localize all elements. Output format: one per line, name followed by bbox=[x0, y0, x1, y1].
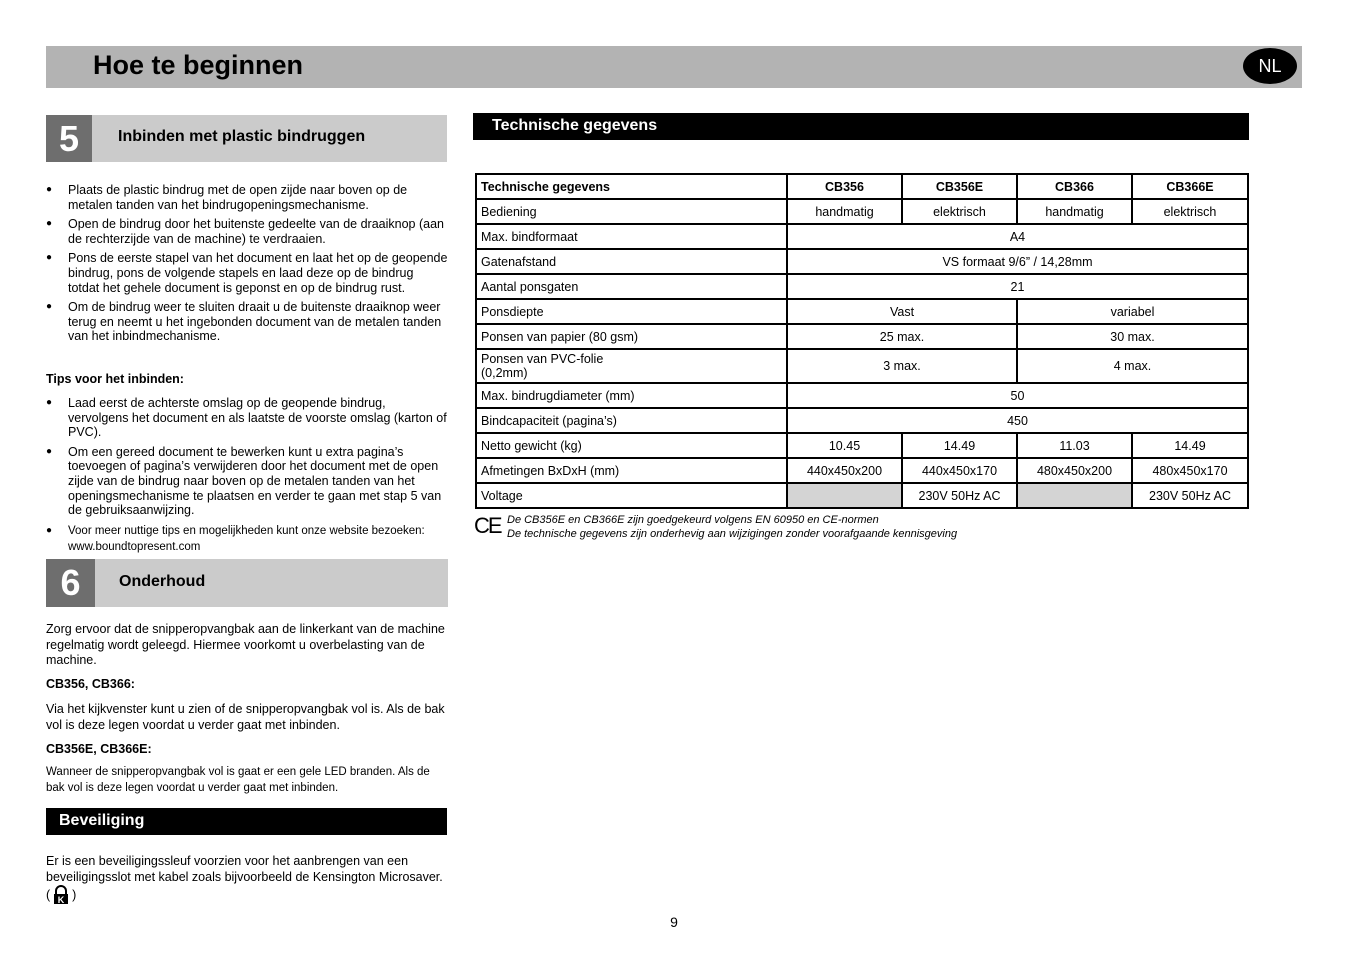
table-cell: Bediening bbox=[476, 199, 787, 224]
table-cell: 11.03 bbox=[1017, 433, 1132, 458]
table-cell: 230V 50Hz AC bbox=[902, 483, 1017, 508]
table-row bbox=[476, 324, 1248, 349]
tips-heading: Tips voor het inbinden: bbox=[46, 372, 184, 386]
table-cell: Technische gegevens bbox=[476, 174, 787, 199]
list-item: ● Open de bindrug door het buitenste gedeelte van de draaiknop (aan de rechterzijde van de machine) te verdraaien. bbox=[46, 217, 448, 246]
table-cell: Max. bindrugdiameter (mm) bbox=[476, 383, 787, 408]
table-cell: 21 bbox=[787, 274, 1248, 299]
table-cell: 25 max. bbox=[787, 324, 1017, 349]
table-row bbox=[476, 458, 1248, 483]
table-cell: 440x450x200 bbox=[787, 458, 902, 483]
table-cell: CB356E bbox=[902, 174, 1017, 199]
security-paragraph bbox=[46, 854, 448, 910]
table-cell: CB366 bbox=[1017, 174, 1132, 199]
table-cell: 14.49 bbox=[902, 433, 1017, 458]
table-row bbox=[476, 299, 1248, 324]
spec-disclaimer: De technische gegevens zijn onderhevig aan wijzigingen zonder voorafgaande kennisgeving bbox=[507, 528, 958, 540]
model-heading-cb356-cb366: CB356, CB366: bbox=[46, 677, 135, 691]
table-cell: Afmetingen BxDxH (mm) bbox=[476, 458, 787, 483]
table-cell: Ponsdiepte bbox=[476, 299, 787, 324]
table-cell: Ponsen van PVC-folie (0,2mm) bbox=[476, 349, 787, 383]
tech-title: Technische gegevens bbox=[492, 117, 658, 134]
language-badge: NL bbox=[1243, 48, 1297, 84]
table-cell: 3 max. bbox=[787, 349, 1017, 383]
table-cell: 450 bbox=[787, 408, 1248, 433]
table-cell: A4 bbox=[787, 224, 1248, 249]
maintenance-paragraph: Zorg ervoor dat de snipperopvangbak aan de linkerkant van de machine regelmatig wordt geleegd. Hiermee voorkomt u overbelasting van de machine. bbox=[46, 622, 445, 667]
table-cell: elektrisch bbox=[902, 199, 1017, 224]
table-cell: Vast bbox=[787, 299, 1017, 324]
table-cell: 50 bbox=[787, 383, 1248, 408]
table-row bbox=[476, 433, 1248, 458]
table-cell: elektrisch bbox=[1132, 199, 1248, 224]
list-item: ● Laad eerst de achterste omslag op de geopende bindrug, vervolgens het document en als laatste de voorste omslag (karton of PVC). bbox=[46, 396, 448, 440]
table-cell: CB356 bbox=[787, 174, 902, 199]
maintenance-paragraph: Via het kijkvenster kunt u zien of de snipperopvangbak vol is. Als de bak vol is deze legen voordat u verder gaat met inbinden. bbox=[46, 702, 445, 732]
table-cell: 30 max. bbox=[1017, 324, 1248, 349]
table-row bbox=[476, 408, 1248, 433]
tech-header bbox=[473, 113, 1249, 140]
list-item: ● Om een gereed document te bewerken kunt u extra pagina’s toevoegen of pagina’s verwijderen door het document met de open zijde van de bindrug naar boven op de metalen tanden van het openingsmechanisme te plaatsen en verder te gaan met stap 5 van de gebruiksaanwijzing. bbox=[46, 445, 448, 518]
section-6-title: Onderhoud bbox=[119, 573, 206, 590]
table-cell: Voltage bbox=[476, 483, 787, 508]
ce-mark-icon: CE bbox=[474, 513, 501, 538]
ce-note: De CB356E en CB366E zijn goedgekeurd volgens EN 60950 en CE-normen bbox=[507, 514, 879, 526]
table-row bbox=[476, 383, 1248, 408]
list-item: ● Voor meer nuttige tips en mogelijkheden kunt onze website bezoeken: www.boundtopresent.com bbox=[46, 523, 448, 555]
table-cell bbox=[787, 483, 902, 508]
security-title: Beveiliging bbox=[59, 812, 145, 829]
kensington-lock-icon bbox=[52, 885, 70, 910]
model-heading-cb356e-cb366e: CB356E, CB366E: bbox=[46, 742, 152, 756]
table-cell: 4 max. bbox=[1017, 349, 1248, 383]
list-item: ● Pons de eerste stapel van het document en laat het op de geopende bindrug, pons de volgende stapels en laad deze op de bindrug totdat het gehele document is geponst en op de bindrug rust. bbox=[46, 251, 448, 295]
section-5-title: Inbinden met plastic bindruggen bbox=[118, 128, 366, 145]
table-cell: VS formaat 9/6” / 14,28mm bbox=[787, 249, 1248, 274]
section-6-number: 6 bbox=[46, 559, 95, 607]
table-row bbox=[476, 349, 1248, 383]
table-row bbox=[476, 174, 1248, 199]
table-row bbox=[476, 249, 1248, 274]
list-item: ● Plaats de plastic bindrug met de open zijde naar boven op de metalen tanden van het bindrugopeningsmechanisme. bbox=[46, 183, 448, 212]
maintenance-paragraph: Wanneer de snipperopvangbak vol is gaat er een gele LED branden. Als de bak vol is deze legen voordat u verder gaat met inbinden. bbox=[46, 766, 430, 794]
table-cell: Aantal ponsgaten bbox=[476, 274, 787, 299]
page-number: 9 bbox=[670, 914, 678, 930]
table-row bbox=[476, 483, 1248, 508]
table-cell: 230V 50Hz AC bbox=[1132, 483, 1248, 508]
table-cell: Netto gewicht (kg) bbox=[476, 433, 787, 458]
table-cell: variabel bbox=[1017, 299, 1248, 324]
security-close: ) bbox=[72, 888, 77, 902]
security-text: Er is een beveiligingssleuf voorzien voor het aanbrengen van een beveiligingsslot met kabel zoals bijvoorbeeld de Kensington Microsaver. ( bbox=[46, 854, 443, 902]
table-row bbox=[476, 224, 1248, 249]
spec-table bbox=[475, 173, 1249, 509]
table-cell: 480x450x200 bbox=[1017, 458, 1132, 483]
table-cell bbox=[1017, 483, 1132, 508]
table-cell: Bindcapaciteit (pagina’s) bbox=[476, 408, 787, 433]
table-cell: 14.49 bbox=[1132, 433, 1248, 458]
tips-bullets bbox=[46, 396, 448, 560]
table-cell: CB366E bbox=[1132, 174, 1248, 199]
section-5-number: 5 bbox=[46, 115, 92, 162]
page-title: Hoe te beginnen bbox=[93, 50, 304, 80]
table-row bbox=[476, 274, 1248, 299]
table-cell: 10.45 bbox=[787, 433, 902, 458]
table-cell: 440x450x170 bbox=[902, 458, 1017, 483]
table-cell: Ponsen van papier (80 gsm) bbox=[476, 324, 787, 349]
table-cell: Max. bindformaat bbox=[476, 224, 787, 249]
table-cell: handmatig bbox=[1017, 199, 1132, 224]
table-cell: handmatig bbox=[787, 199, 902, 224]
security-header bbox=[46, 808, 447, 835]
table-row bbox=[476, 199, 1248, 224]
section-6-header bbox=[46, 559, 448, 607]
svg-text:K: K bbox=[57, 895, 65, 905]
table-cell: Gatenafstand bbox=[476, 249, 787, 274]
section-5-bullets bbox=[46, 183, 448, 349]
list-item: ● Om de bindrug weer te sluiten draait u de buitenste draaiknop weer terug en neemt u het ingebonden document van de metalen tanden van het inbindmechanisme. bbox=[46, 300, 448, 344]
table-cell: 480x450x170 bbox=[1132, 458, 1248, 483]
